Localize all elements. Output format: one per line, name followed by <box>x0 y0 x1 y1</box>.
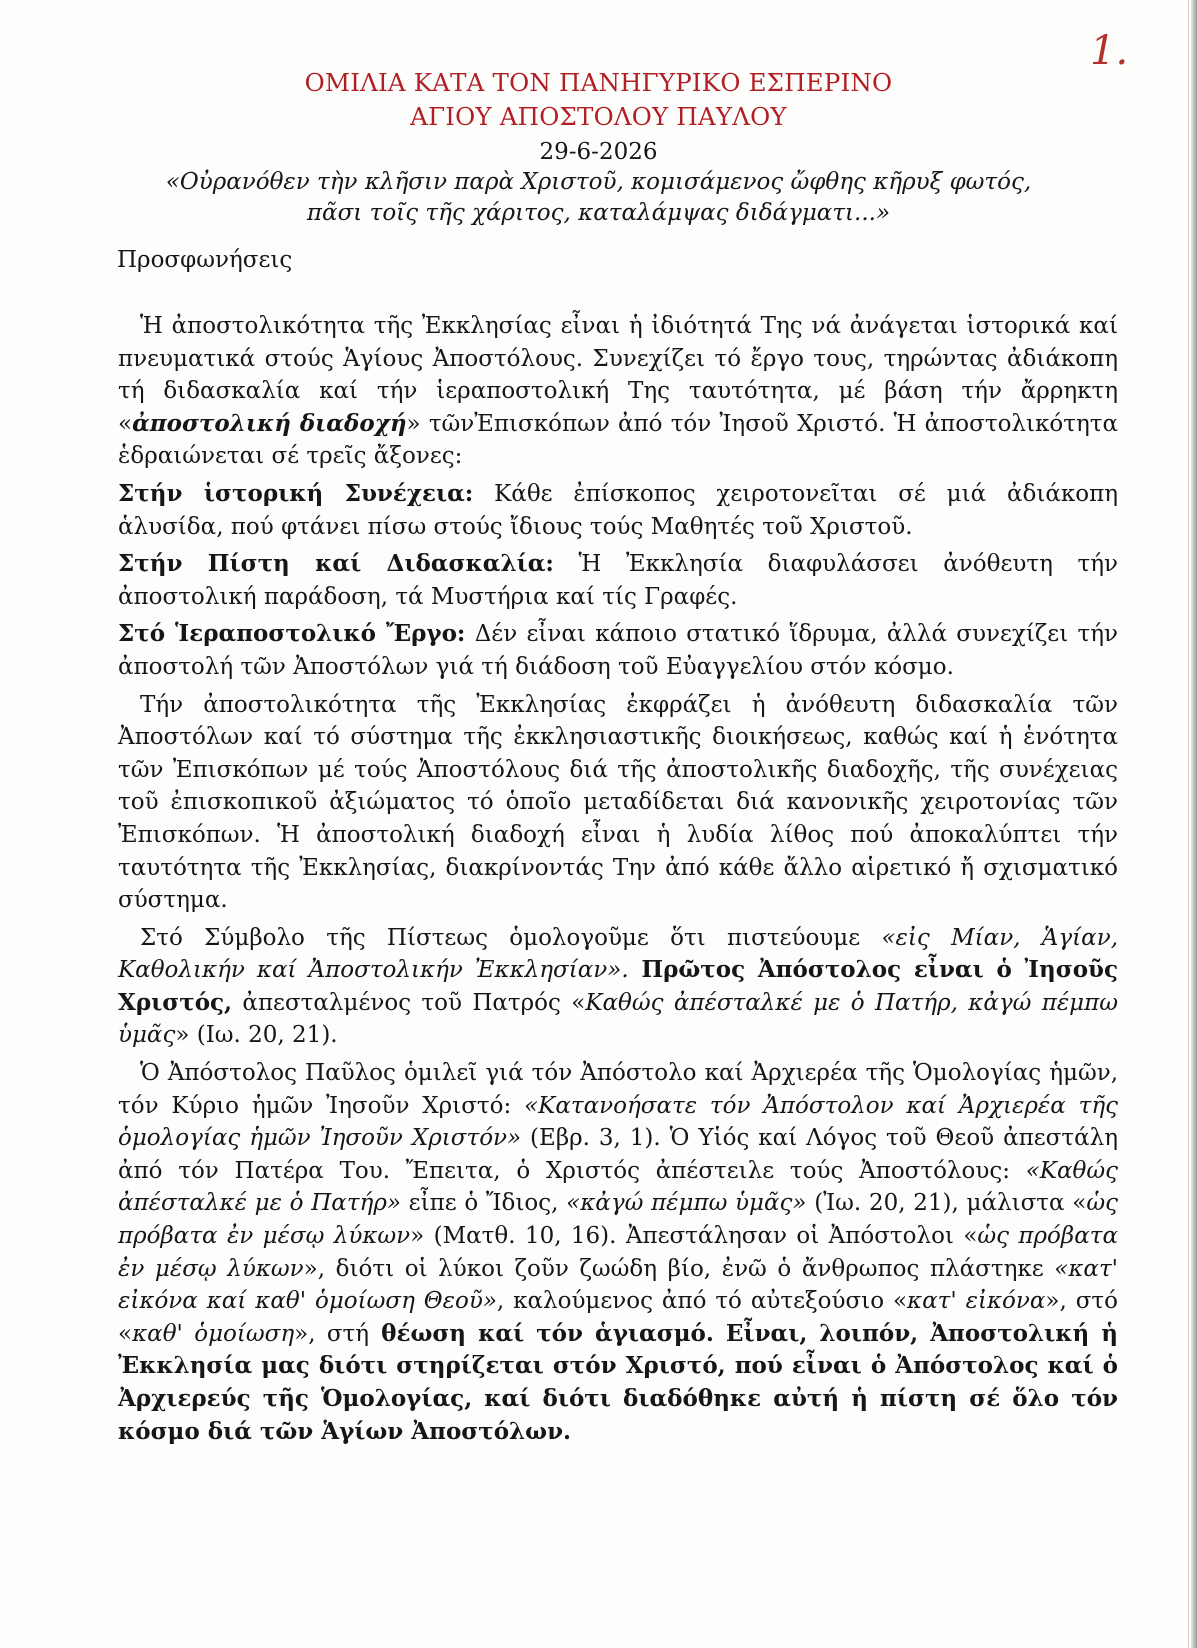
paragraph-4-text-e: εἶπε ὁ Ἴδιος, <box>400 1190 567 1217</box>
paragraph-4-quote-b: «Κατανοήσατε τόν Ἀπόστολον καί Ἀρχιερέα τῆς ὁμολογίας ἡμῶν Ἰησοῦν Χριστόν» <box>118 1092 1118 1152</box>
paragraph-3-creed-quote: «εἰς Μίαν, Ἁγίαν, Καθολικήν καί Ἀποστολικήν Ἐκκλησίαν». <box>118 924 1118 984</box>
title-line-2: ΑΓΙΟΥ ΑΠΟΣΤΟΛΟΥ ΠΑΥΛΟΥ <box>410 102 787 131</box>
paragraph-4-quote-j: ὡς πρόβατα ἐν μέσῳ λύκων <box>118 1223 1118 1282</box>
paragraph-4-quote-h: ὡς πρόβατα ἐν μέσῳ λύκων <box>118 1190 1118 1250</box>
page-number: 1. <box>1090 28 1129 74</box>
axis-missionary-label: Στό Ἱεραποστολικό Ἔργο: <box>118 620 466 648</box>
axis-faith <box>118 548 1118 613</box>
scan-edge-line <box>1188 0 1189 1648</box>
axis-faith-label: Στήν Πίστη καί Διδασκαλία: <box>118 550 554 578</box>
greeting: Προσφωνήσεις <box>117 247 293 273</box>
scan-edge <box>1191 0 1197 1648</box>
paragraph-3-text-d: ἀπεσταλμένος τοῦ Πατρός « <box>232 989 586 1016</box>
date: 29-6-2026 <box>539 139 658 165</box>
epigraph-line-1: «Οὐρανόθεν τὴν κλῆσιν παρὰ Χριστοῦ, κομισάμενος ὤφθης κῆρυξ φωτός, <box>165 169 1032 195</box>
paragraph-1-emphasis: ἀποστολική διαδοχή <box>132 409 407 437</box>
paragraph-4 <box>118 1057 1118 1448</box>
paragraph-4-text-i: » (Ματθ. 10, 16). Ἀπεστάλησαν οἱ Ἀπόστολοι « <box>410 1223 978 1250</box>
paragraph-4-conclusion: θέωση καί τόν ἁγιασμό. Εἶναι, λοιπόν, Ἀποστολική ἡ Ἐκκλησία μας διότι στηρίζεται στόν Χριστό, πού εἶναι ὁ Ἀπόστολος καί ὁ Ἀρχιερεύς τῆς Ὁμολογίας, καί διότι διαδόθηκε αὐτή ἡ πίστη σέ ὅλο τόν κόσμο διά τῶν Ἁγίων Ἀποστόλων. <box>118 1319 1118 1445</box>
paragraph-4-text-q: », στή <box>294 1320 370 1347</box>
paragraph-4-text-m: , καλούμενος ἀπό τό αὐτεξούσιο « <box>496 1288 908 1315</box>
paragraph-4-text-k: », διότι οἱ λύκοι ζοῦν ζωώδη βίο, ἐνῶ ὁ ἄνθρωπος πλάστηκε <box>303 1255 1055 1282</box>
paragraph-3-bold: Πρῶτος Ἀπόστολος εἶναι ὁ Ἰησοῦς Χριστός, <box>118 956 1118 1016</box>
epigraph-line-2: πᾶσι τοῖς τῆς χάριτος, καταλάμψας διδάγματι...» <box>306 200 891 226</box>
paragraph-4-quote-p: καθ' ὁμοίωση <box>132 1320 295 1347</box>
axis-faith-text: Ἡ Ἐκκλησία διαφυλάσσει ἀνόθευτη τήν ἀποστολική παράδοση, τά Μυστήρια καί τίς Γραφές. <box>118 551 1118 610</box>
paragraph-3 <box>118 922 1118 1052</box>
paragraph-4-text-o: », στό « <box>118 1288 1118 1347</box>
axis-historical-label: Στήν ἱστορική Συνέχεια: <box>118 479 474 507</box>
title-line-1: ΟΜΙΛΙΑ ΚΑΤΑ ΤΟΝ ΠΑΝΗΓΥΡΙΚΟ ΕΣΠΕΡΙΝΟ <box>304 68 893 97</box>
paragraph-1 <box>118 310 1118 473</box>
paragraph-2: Τήν ἀποστολικότητα τῆς Ἐκκλησίας ἐκφράζει ἡ ἀνόθευτη διδασκαλία τῶν Ἀποστόλων καί τό σύστημα τῆς ἐκκλησιαστικῆς διοικήσεως, καθώς καί ἡ ἑνότητα τῶν Ἐπισκόπων μέ τούς Ἀποστόλους διά τῆς ἀποστολικῆς διαδοχῆς, τῆς συνέχειας τοῦ ἐπισκοπικοῦ ἀξιώματος τό ὁποῖο μεταδίδεται διά κανονικῆς χειροτονίας τῶν Ἐπισκόπων. Ἡ ἀποστολική διαδοχή εἶναι ἡ λυδία λίθος πού ἀποκαλύπτει τήν ταυτότητα τῆς Ἐκκλησίας, διακρίνοντάς Την ἀπό κάθε ἄλλο αἱρετικό ἤ σχισματικό σύστημα. <box>118 691 1118 914</box>
paragraph-4-quote-n: κατ' εἰκόνα <box>907 1288 1046 1315</box>
axis-missionary <box>118 618 1118 683</box>
paragraph-4-quote-l: «κατ' εἰκόνα καί καθ' ὁμοίωση Θεοῦ» <box>118 1255 1118 1315</box>
axis-missionary-text: Δέν εἶναι κάποιο στατικό ἵδρυμα, ἀλλά συνεχίζει τήν ἀποστολή τῶν Ἀποστόλων γιά τή διάδοση τοῦ Εὐαγγελίου στόν κόσμο. <box>118 621 1118 680</box>
document-body <box>118 310 1118 1453</box>
paragraph-3-text-a: Στό Σύμβολο τῆς Πίστεως ὁμολογοῦμε ὅτι πιστεύουμε <box>140 924 882 951</box>
paragraph-4-quote-f: «κἀγώ πέμπω ὑμᾶς» <box>566 1190 807 1217</box>
paragraph-1-text-c: » τῶνἘπισκόπων ἀπό τόν Ἰησοῦ Χριστό. Ἡ ἀποστολικότητα ἑδραιώνεται σέ τρεῖς ἄξονες: <box>118 410 1118 470</box>
axis-historical <box>118 478 1118 543</box>
paragraph-4-text-g: (Ἰω. 20, 21), μάλιστα « <box>806 1190 1087 1217</box>
paragraph-4-text-a: Ὁ Ἀπόστολος Παῦλος ὁμιλεῖ γιά τόν Ἀπόστολο καί Ἀρχιερέα τῆς Ὁμολογίας ἡμῶν, τόν Κύριο ἡμῶν Ἰησοῦν Χριστό: <box>118 1060 1118 1119</box>
axis-historical-text: Κάθε ἐπίσκοπος χειροτονεῖται σέ μιά ἀδιάκοπη ἁλυσίδα, πού φτάνει πίσω στούς ἴδιους τούς Μαθητές τοῦ Χριστοῦ. <box>118 480 1118 540</box>
paragraph-1-text-a: Ἡ ἀποστολικότητα τῆς Ἐκκλησίας εἶναι ἡ ἰδιότητά Της νά ἀνάγεται ἱστορικά καί πνευματικά στούς Ἁγίους Ἀποστόλους. Συνεχίζει τό ἔργο τους, τηρώντας ἀδιάκοπη τή διδασκαλία καί τήν ἱεραποστολική Της ταυτότητα, μέ βάση τήν ἄρρηκτη « <box>118 313 1118 437</box>
paragraph-3-quote: Καθώς ἀπέσταλκέ με ὁ Πατήρ, κἀγώ πέμπω ὑμᾶς <box>118 989 1118 1049</box>
document-header <box>0 66 1197 229</box>
paragraph-4-quote-d: «Καθώς ἀπέσταλκέ με ὁ Πατήρ» <box>118 1157 1118 1217</box>
paragraph-3-text-f: » (Ιω. 20, 21). <box>175 1022 338 1049</box>
paragraph-4-text-c: (Εβρ. 3, 1). Ὁ Υἱός καί Λόγος τοῦ Θεοῦ ἀπεστάλη ἀπό τόν Πατέρα Του. Ἔπειτα, ὁ Χριστός ἀπέστειλε τούς Ἀποστόλους: <box>118 1125 1118 1184</box>
